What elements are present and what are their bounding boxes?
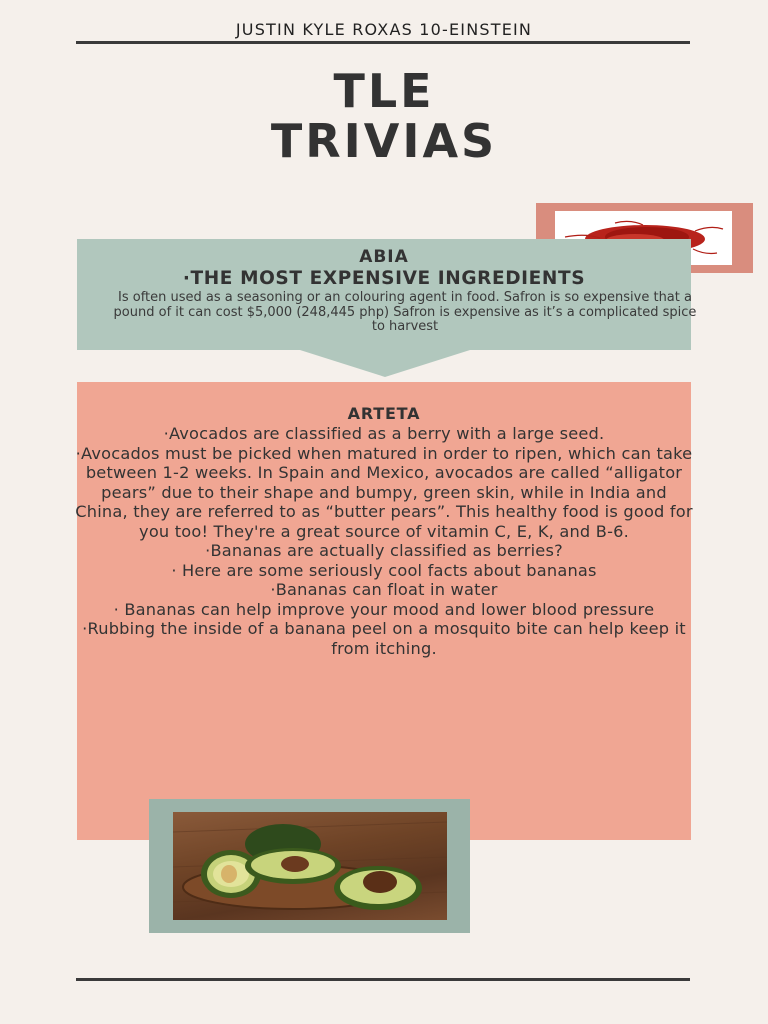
arteta-paragraph: · Bananas can help improve your mood and lower blood pressure (113, 599, 655, 619)
arteta-paragraph: ·Rubbing the inside of a banana peel on a mosquito bite can help keep it from itching. (82, 619, 686, 658)
title-line-2: TRIVIAS (270, 114, 498, 168)
author-line: JUSTIN KYLE ROXAS 10-EINSTEIN (235, 20, 533, 39)
abia-pointer (300, 350, 470, 377)
arteta-paragraph: ·Bananas can float in water (270, 580, 498, 599)
arteta-paragraph: · Here are some seriously cool facts about bananas (171, 560, 597, 580)
arteta-heading: ARTETA (347, 404, 421, 423)
avocado-photo (173, 812, 447, 920)
arteta-paragraph: ·Avocados are classified as a berry with a large seed. (163, 424, 605, 443)
arteta-text (74, 424, 694, 658)
arteta-paragraph: ·Avocados must be picked when matured in order to ripen, which can take between 1-2 weeks. In Spain and Mexico, avocados are called “alligator pears” due to their shape and bumpy, green skin, while in India and China, they are referred to as “butter pears”. This healthy food is good for you too! They're a great source of vitamin C, E, K, and B-6. (75, 443, 693, 541)
page-title (0, 66, 768, 166)
top-rule (76, 41, 690, 44)
arteta-paragraph: ·Bananas are actually classified as berries? (205, 541, 563, 560)
abia-heading: ABIA (359, 247, 409, 267)
title-line-1: TLE (333, 64, 435, 118)
bottom-rule (76, 978, 690, 981)
abia-text: Is often used as a seasoning or an colouring agent in food. Safron is so expensive that a pound of it can cost $5,000 (248,445 php) Safron is expensive as it’s a complicated spice to harvest (113, 290, 697, 334)
abia-subheading: ·THE MOST EXPENSIVE INGREDIENTS (182, 268, 586, 289)
